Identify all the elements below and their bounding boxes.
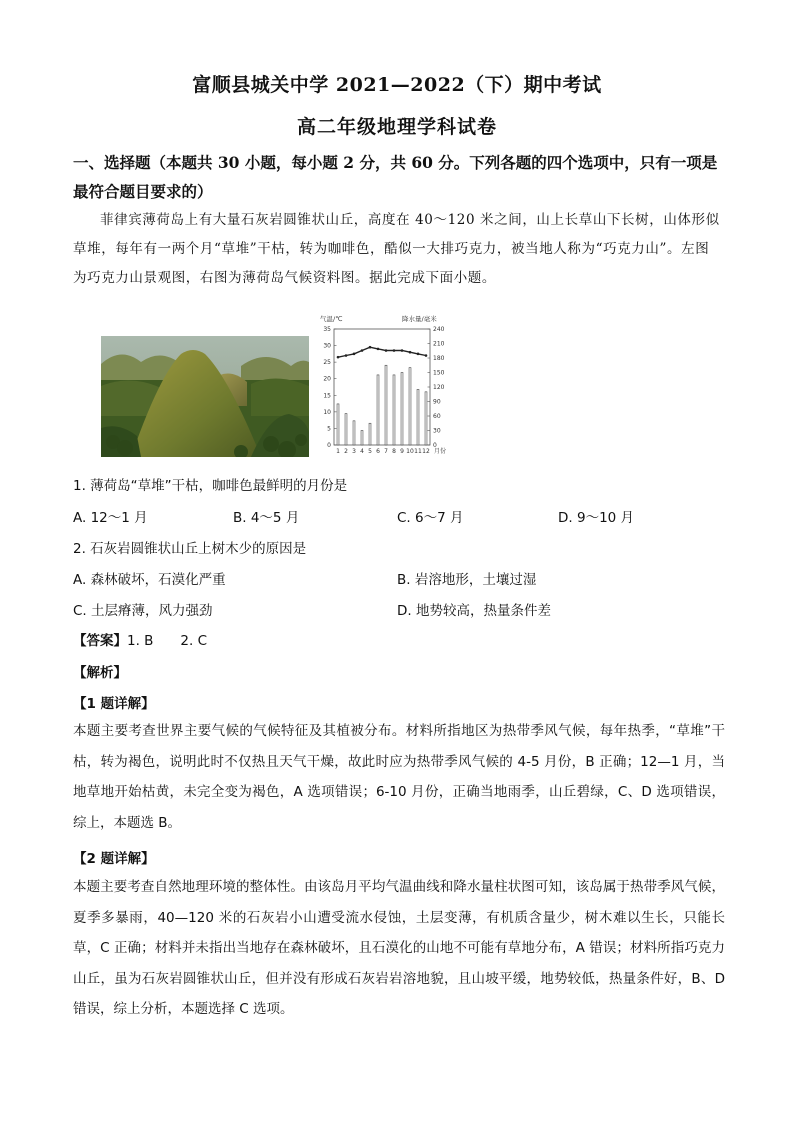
precip-bar-2 (345, 414, 347, 445)
right-axis-title: 降水量/毫米 (402, 315, 437, 323)
plot-frame (334, 329, 430, 445)
temperature-point-11 (417, 353, 420, 356)
month-label: 9 (400, 448, 404, 455)
chocolate-hills-illustration (101, 336, 309, 457)
temperature-point-6 (377, 348, 380, 351)
q1-option-d: D. 9～10 月 (558, 510, 635, 526)
precip-bar-8 (393, 375, 395, 445)
right-tick-label: 240 (433, 326, 445, 333)
month-label: 5 (368, 448, 372, 455)
exam-title: 富顺县城关中学 2021—2022（下）期中考试 (192, 74, 602, 96)
precip-bar-6 (377, 375, 379, 445)
precip-bar-9 (401, 373, 403, 446)
temperature-point-4 (361, 349, 364, 352)
temperature-point-9 (401, 349, 404, 352)
temperature-point-2 (345, 354, 348, 357)
exam-subtitle: 高二年级地理学科试卷 (296, 116, 497, 138)
q1-analysis-text: 本题主要考查世界主要气候的气候特征及其植被分布。材料所指地区为热带季风气候，每年热季，“草堆”干枯，转为褐色，说明此时不仅热且天气干燥，故此时应为热带季风气候的 4-5 月份，B 正确；12—1 月，当地草地开始枯黄，未完全变为褐色，A 选项错误；6-10 月份，正确当地雨季，山丘碧绿，C、D 选项错误，综上，本题选 B。 (73, 723, 725, 831)
month-label: 4 (360, 448, 364, 455)
right-tick-label: 90 (433, 398, 441, 406)
temperature-point-7 (385, 349, 388, 352)
answer-line (73, 629, 207, 649)
month-label: 6 (376, 448, 380, 455)
precip-bar-7 (385, 365, 387, 445)
right-tick-label: 0 (433, 442, 437, 449)
right-tick-label: 210 (433, 340, 445, 348)
section-heading: 一、选择题（本题共 30 小题，每小题 2 分，共 60 分。下列各题的四个选项中，只有一项是最符合题目要求的） (73, 153, 718, 201)
month-label: 12 (422, 448, 430, 455)
precip-bar-4 (361, 431, 363, 446)
precip-bar-10 (409, 368, 411, 445)
left-tick-label: 25 (323, 359, 331, 367)
month-label: 3 (352, 448, 356, 455)
right-tick-label: 120 (433, 384, 445, 391)
precip-bar-11 (417, 389, 419, 445)
question-1-stem: 1. 薄荷岛“草堆”干枯，咖啡色最鲜明的月份是 (73, 478, 348, 494)
q2-option-a: A. 森林破坏，石漠化严重 (73, 572, 226, 588)
q1-option-c: C. 6～7 月 (397, 510, 464, 526)
month-label: 11 (414, 448, 422, 455)
right-tick-label: 150 (433, 369, 445, 377)
temperature-point-5 (369, 346, 372, 349)
temperature-point-8 (393, 349, 396, 352)
right-tick-label: 30 (433, 427, 441, 435)
q2-analysis-text: 本题主要考查自然地理环境的整体性。由该岛月平均气温曲线和降水量柱状图可知，该岛属于热带季风气候，夏季多暴雨，40—120 米的石灰岩小山遭受流水侵蚀，土层变薄，有机质含量少，树木难以生长，只能长草，C 正确；材料并未指出当地存在森林破坏，且石漠化的山地不可能有草地分布，A 错误；材料所指巧克力山丘，虽为石灰岩圆锥状山丘，但并没有形成石灰岩岩溶地貌，且山坡平缓，地势较低，热量条件好，B、D 错误，综上分析，本题选择 C 选项。 (73, 879, 725, 1017)
analysis-tag: 【解析】 (73, 665, 127, 681)
right-tick-label: 180 (433, 355, 445, 362)
chocolate-hills-photo (101, 336, 309, 457)
material-text: 菲律宾薄荷岛上有大量石灰岩圆锥状山丘，高度在 40～120 米之间，山上长草山下长树，山体形似草堆，每年有一两个月“草堆”干枯，转为咖啡色，酷似一大排巧克力，被当地人称为“巧克力山”。左图为巧克力山景观图，右图为薄荷岛气候资料图。据此完成下面小题。 (73, 212, 720, 286)
temperature-point-1 (337, 356, 340, 359)
precip-bar-12 (425, 392, 427, 445)
temperature-point-10 (409, 351, 412, 354)
left-tick-label: 20 (323, 375, 331, 383)
left-tick-label: 15 (323, 392, 331, 400)
precip-bar-5 (369, 423, 371, 445)
left-tick-label: 0 (327, 442, 331, 449)
left-tick-label: 10 (323, 408, 331, 416)
precip-bar-3 (353, 421, 355, 445)
q1-option-a: A. 12～1 月 (73, 510, 148, 526)
q2-analysis-tag: 【2 题详解】 (73, 851, 155, 867)
temperature-point-12 (425, 354, 428, 357)
q2-option-b: B. 岩溶地形，土壤过湿 (397, 572, 537, 588)
month-label: 1 (336, 448, 340, 455)
answer-tag: 【答案】 (73, 633, 127, 649)
month-label: 8 (392, 448, 396, 455)
climate-chart-svg (314, 311, 454, 457)
q2-option-c: C. 土层瘠薄，风力强劲 (73, 603, 213, 619)
month-label: 2 (344, 448, 348, 455)
left-axis-title: 气温/℃ (320, 315, 343, 323)
q1-analysis-tag: 【1 题详解】 (73, 696, 155, 712)
x-axis-title: 月份 (434, 448, 447, 455)
left-tick-label: 30 (323, 342, 331, 350)
answer-values: 1. B 2. C (127, 633, 208, 649)
temperature-point-3 (353, 353, 356, 356)
right-tick-label: 60 (433, 413, 441, 420)
left-tick-label: 35 (323, 326, 331, 333)
month-label: 7 (384, 448, 388, 455)
left-tick-label: 5 (327, 425, 331, 433)
month-label: 10 (406, 448, 414, 455)
climate-chart (314, 311, 454, 457)
q2-option-d: D. 地势较高，热量条件差 (397, 603, 551, 619)
precip-bar-1 (337, 404, 339, 445)
question-2-stem: 2. 石灰岩圆锥状山丘上树木少的原因是 (73, 541, 307, 557)
q1-option-b: B. 4～5 月 (233, 510, 300, 526)
